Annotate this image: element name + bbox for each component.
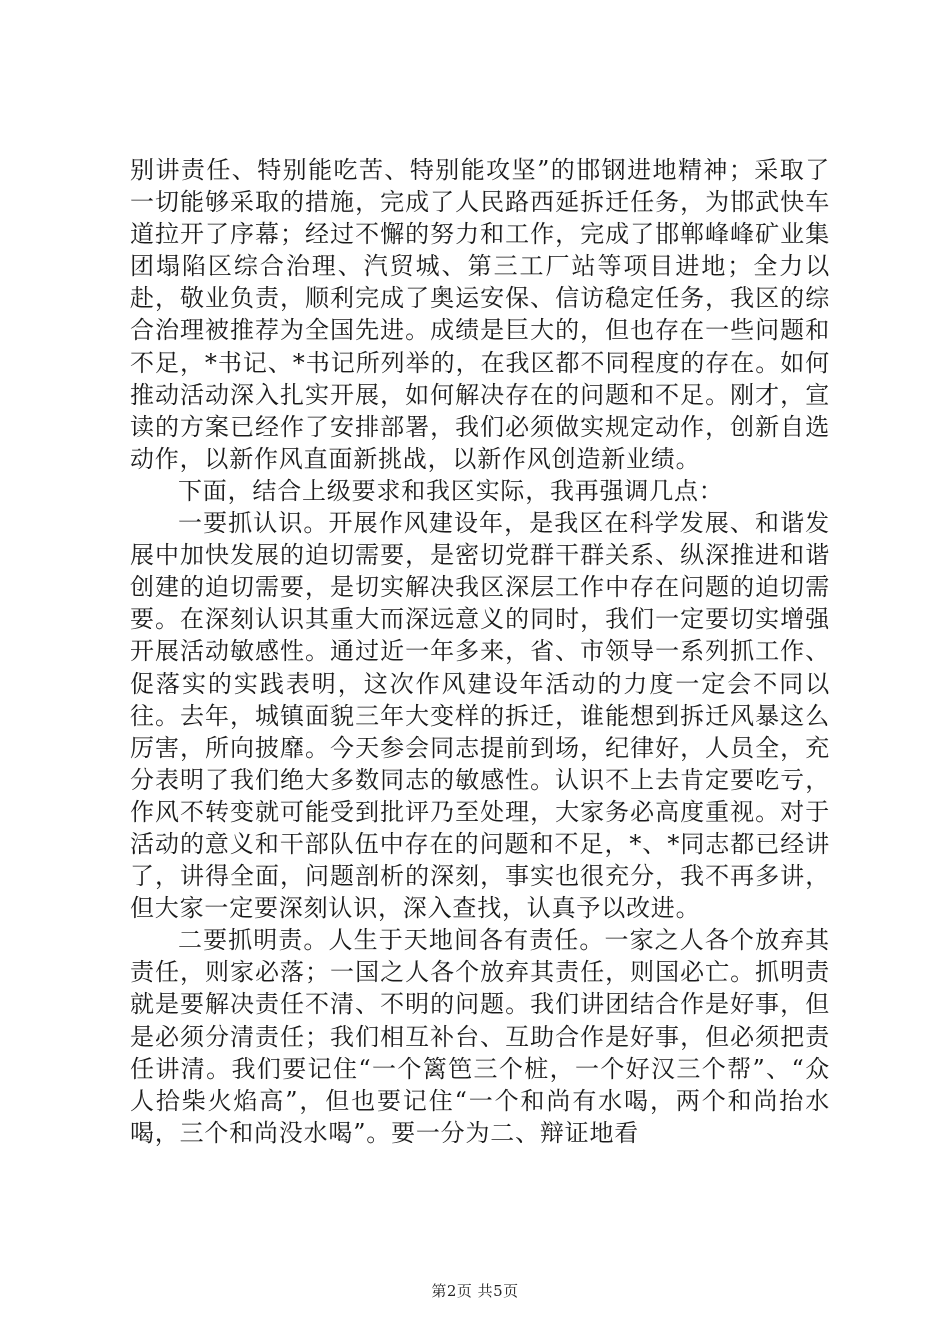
paragraph-intro: 下面，结合上级要求和我区实际，我再强调几点： xyxy=(178,476,724,505)
paragraph-point-one: 一要抓认识。开展作风建设年，是我区在科学发展、和谐发展中加快发展的迫切需要，是密切党群干群关系、纵深推进和谐创建的迫切需要，是切实解决我区深层工作中存在问题的迫切需要。在深刻认识其重大而深远意义的同时，我们一定要切实增强开展活动敏感性。通过近一年多来，省、市领导一系列抓工作、促落实的实践表明，这次作风建设年活动的力度一定会不同以往。去年，城镇面貌三年大变样的拆迁，谁能想到拆迁风暴这么厉害，所向披靡。今天参会同志提前到场，纪律好，人员全，充分表明了我们绝大多数同志的敏感性。认识不上去肯定要吃亏，作风不转变就可能受到批评乃至处理，大家务必高度重视。对于活动的意义和干部队伍中存在的问题和不足，*、*同志都已经讲了，讲得全面，问题剖析的深刻，事实也很充分，我不再多讲，但大家一定要深刻认识，深入查找，认真予以改进。 xyxy=(130,509,830,923)
paragraph-point-two: 二要抓明责。人生于天地间各有责任。一家之人各个放弃其责任，则家必落；一国之人各个放弃其责任，则国必亡。抓明责就是要解决责任不清、不明的问题。我们讲团结合作是好事，但是必须分清责任；我们相互补台、互助合作是好事，但必须把责任讲清。我们要记住“一个篱笆三个桩，一个好汉三个帮”、“众人拾柴火焰高”，但也要记住“一个和尚有水喝，两个和尚抬水喝，三个和尚没水喝”。要一分为二、辩证地看 xyxy=(130,926,830,1147)
page-number-label: 第2页 共5页 xyxy=(431,1282,519,1300)
document-body xyxy=(130,154,830,1149)
paragraph-continued: 别讲责任、特别能吃苦、特别能攻坚”的邯钢进地精神；采取了一切能够采取的措施，完成了人民路西延拆迁任务，为邯武快车道拉开了序幕；经过不懈的努力和工作，完成了邯郸峰峰矿业集团塌陷区综合治理、汽贸城、第三工厂站等项目进地；全力以赴，敬业负责，顺利完成了奥运安保、信访稳定任务，我区的综合治理被推荐为全国先进。成绩是巨大的，但也存在一些问题和不足，*书记、*书记所列举的，在我区都不同程度的存在。如何推动活动深入扎实开展，如何解决存在的问题和不足。刚才，宣读的方案已经作了安排部署，我们必须做实规定动作，创新自选动作，以新作风直面新挑战，以新作风创造新业绩。 xyxy=(130,156,830,473)
page-footer xyxy=(0,1280,950,1301)
